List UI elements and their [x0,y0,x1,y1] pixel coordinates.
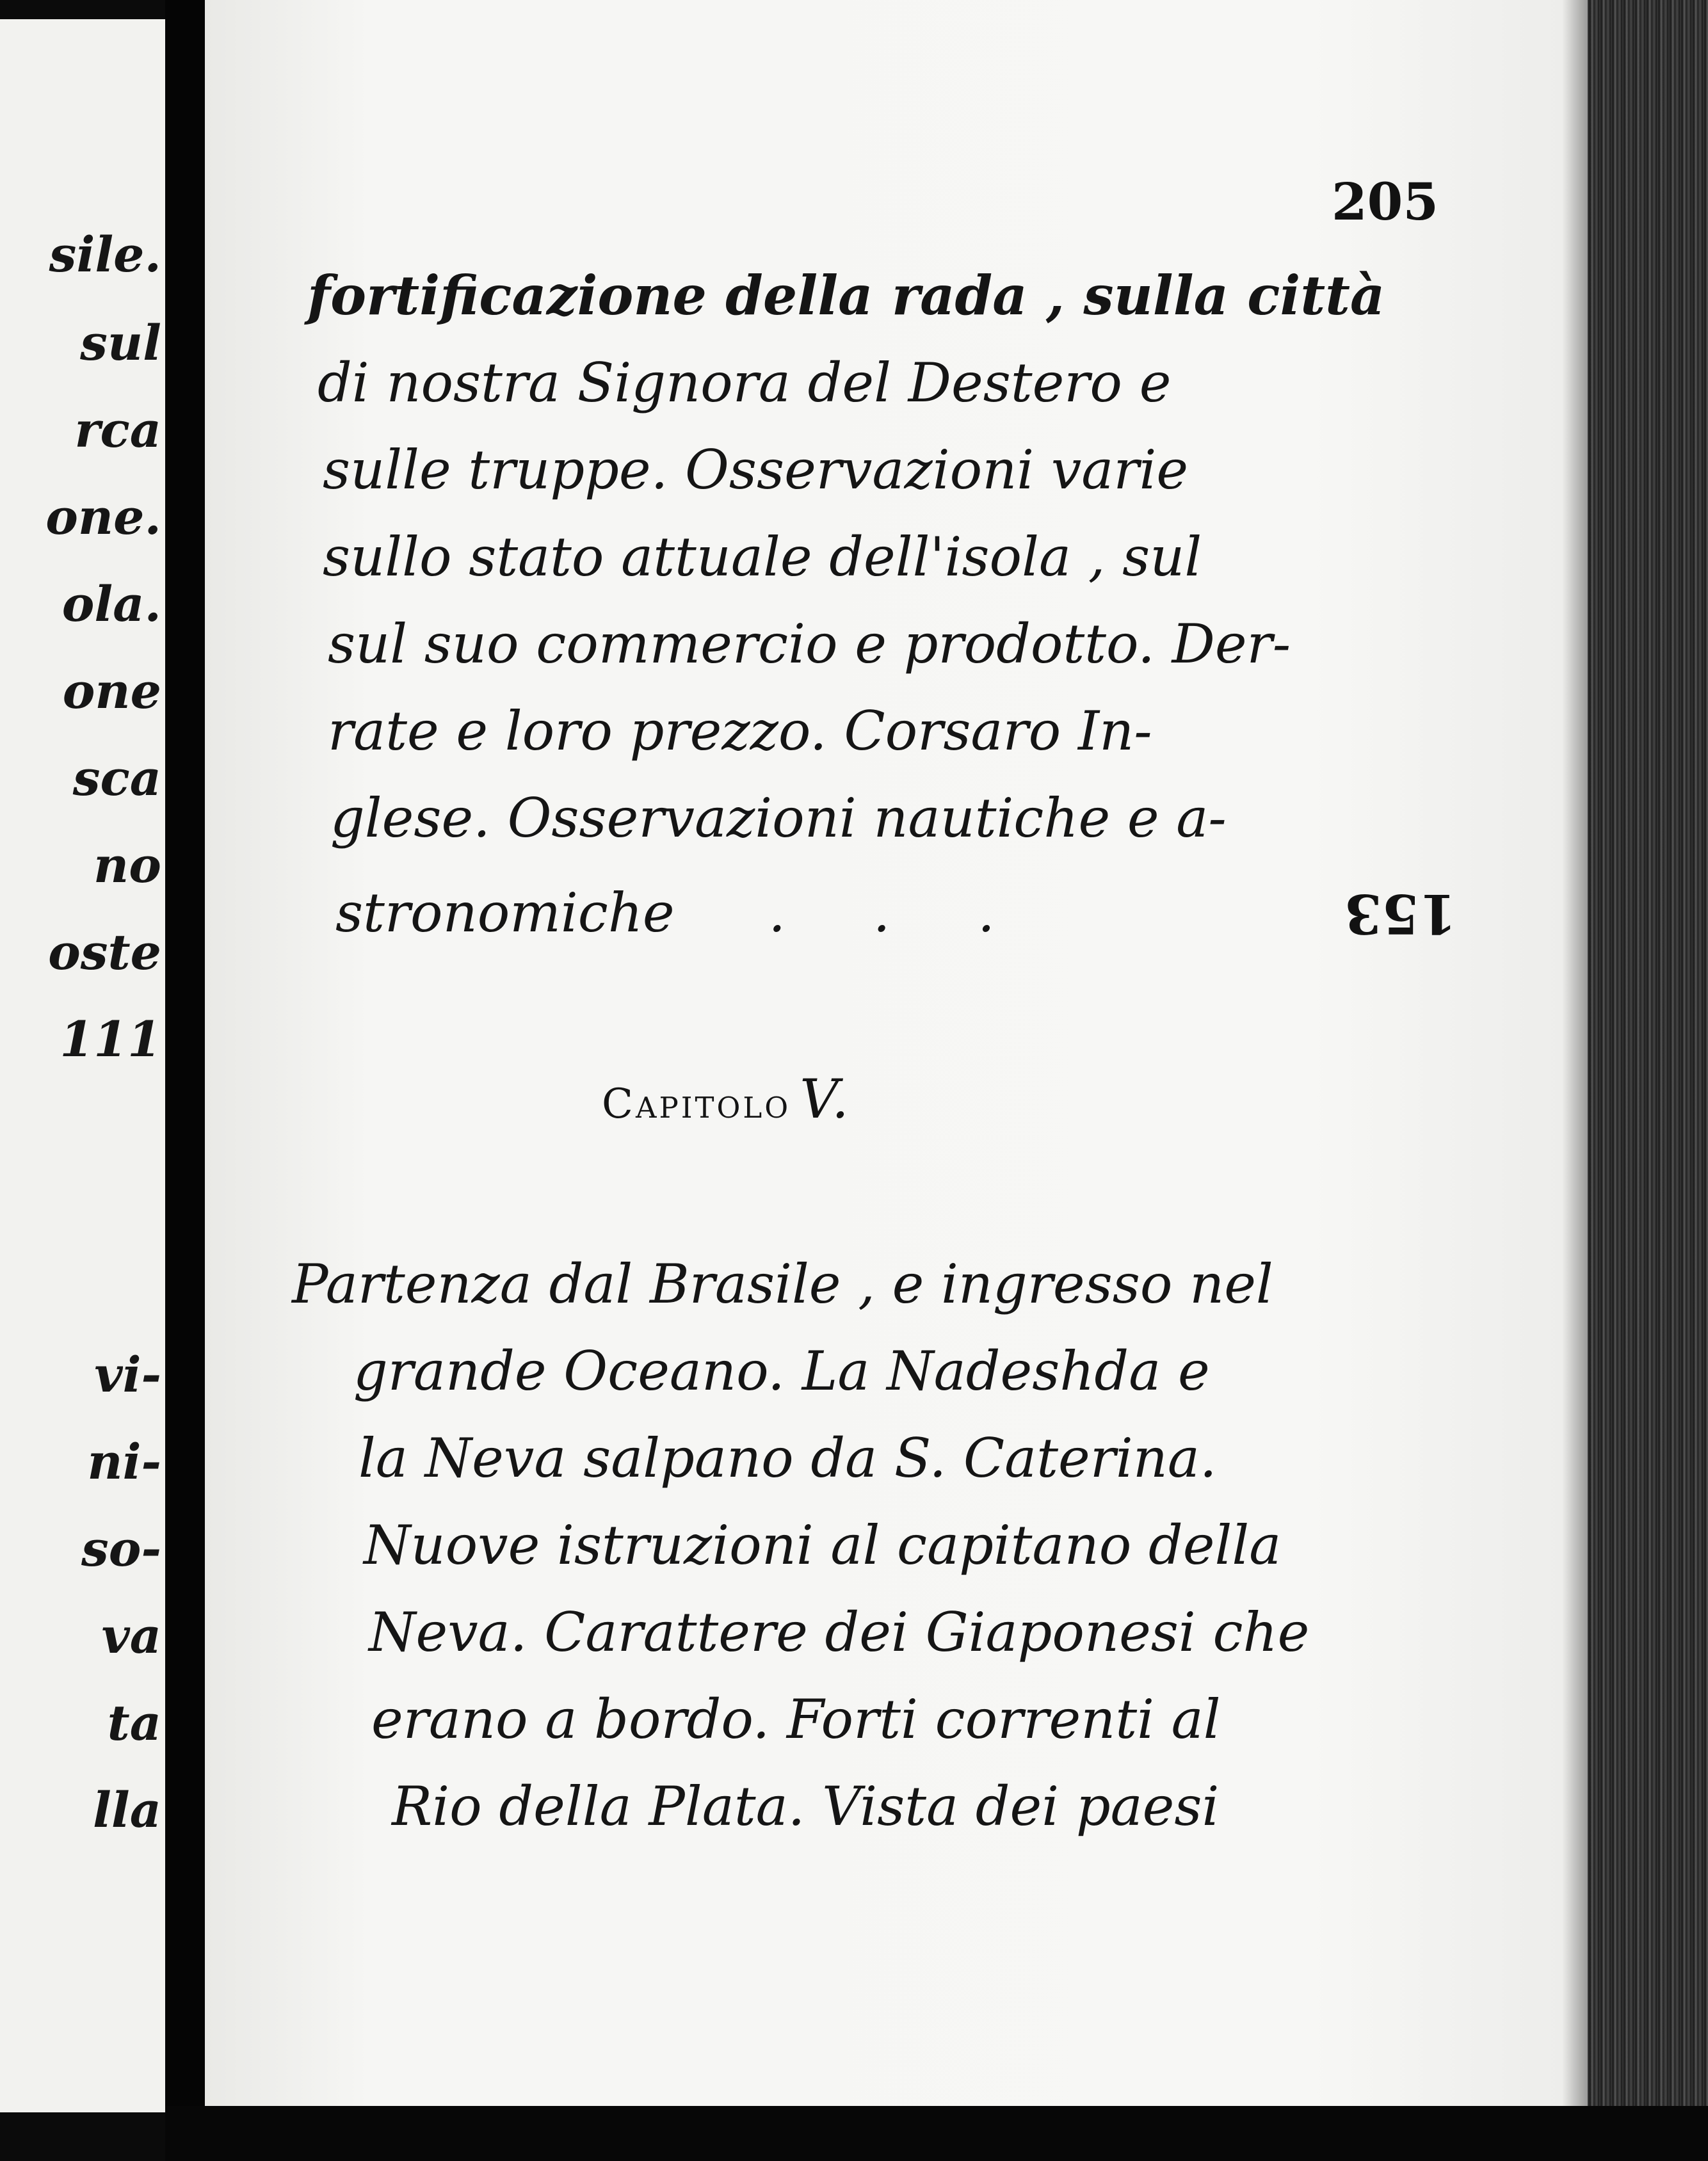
toc-line: fortificazione della rada , sulla città [307,264,1385,327]
toc-leader: . . . [768,881,995,944]
left-page-line: one [62,663,161,719]
toc-line: sul suo commercio e prodotto. Der- [328,613,1291,675]
left-page-line: ola. [61,575,161,632]
book-page-edges [1588,0,1708,2161]
left-facing-page [0,19,165,2112]
left-page-line: rca [74,401,161,458]
toc-line: rate e loro prezzo. Corsaro In- [328,700,1152,762]
chapter-numeral: V. [800,1068,851,1130]
toc-line: glese. Osservazioni nautiche e a- [330,787,1227,849]
right-page [205,0,1588,2112]
left-page-line: sul [80,314,161,371]
toc-line: sulle truppe. Osservazioni varie [323,438,1189,501]
chapter-label: Capitolo [602,1080,791,1128]
left-page-line: ni- [87,1433,161,1490]
page-number: 205 [1332,172,1438,232]
book-gutter [165,0,205,2161]
toc-page-number: 153 [1344,882,1457,945]
summary-line: Rio della Plata. Vista dei paesi [392,1775,1220,1838]
toc-line [335,881,995,944]
left-page-line: sile. [49,226,161,283]
toc-line-text: stronomiche [335,881,675,944]
summary-line: Partenza dal Brasile , e ingresso nel [292,1253,1273,1315]
toc-line: sullo stato attuale dell'isola , sul [323,526,1202,588]
scan-bottom-border [165,2106,1708,2161]
summary-line: grande Oceano. La Nadeshda e [353,1340,1210,1402]
left-page-line: vi- [94,1346,161,1403]
left-page-line: 111 [60,1011,161,1068]
left-page-line: va [101,1607,161,1664]
left-page-line: one. [45,488,161,545]
summary-line: erano a bordo. Forti correnti al [371,1688,1221,1751]
summary-line: Neva. Carattere dei Giaponesi che [369,1601,1310,1664]
summary-line: la Neva salpano da S. Caterina. [359,1427,1217,1490]
left-page-line: so- [81,1520,161,1577]
summary-line: Nuove istruzioni al capitano della [364,1514,1282,1577]
left-page-line: no [93,837,161,894]
chapter-heading [602,1068,851,1130]
page-edge-shadow [1562,0,1588,2112]
toc-line: di nostra Signora del Destero e [318,351,1172,414]
left-page-line: oste [48,924,161,981]
left-page-line: ta [107,1694,161,1751]
left-page-line: sca [72,750,161,807]
left-page-line: lla [93,1781,161,1838]
